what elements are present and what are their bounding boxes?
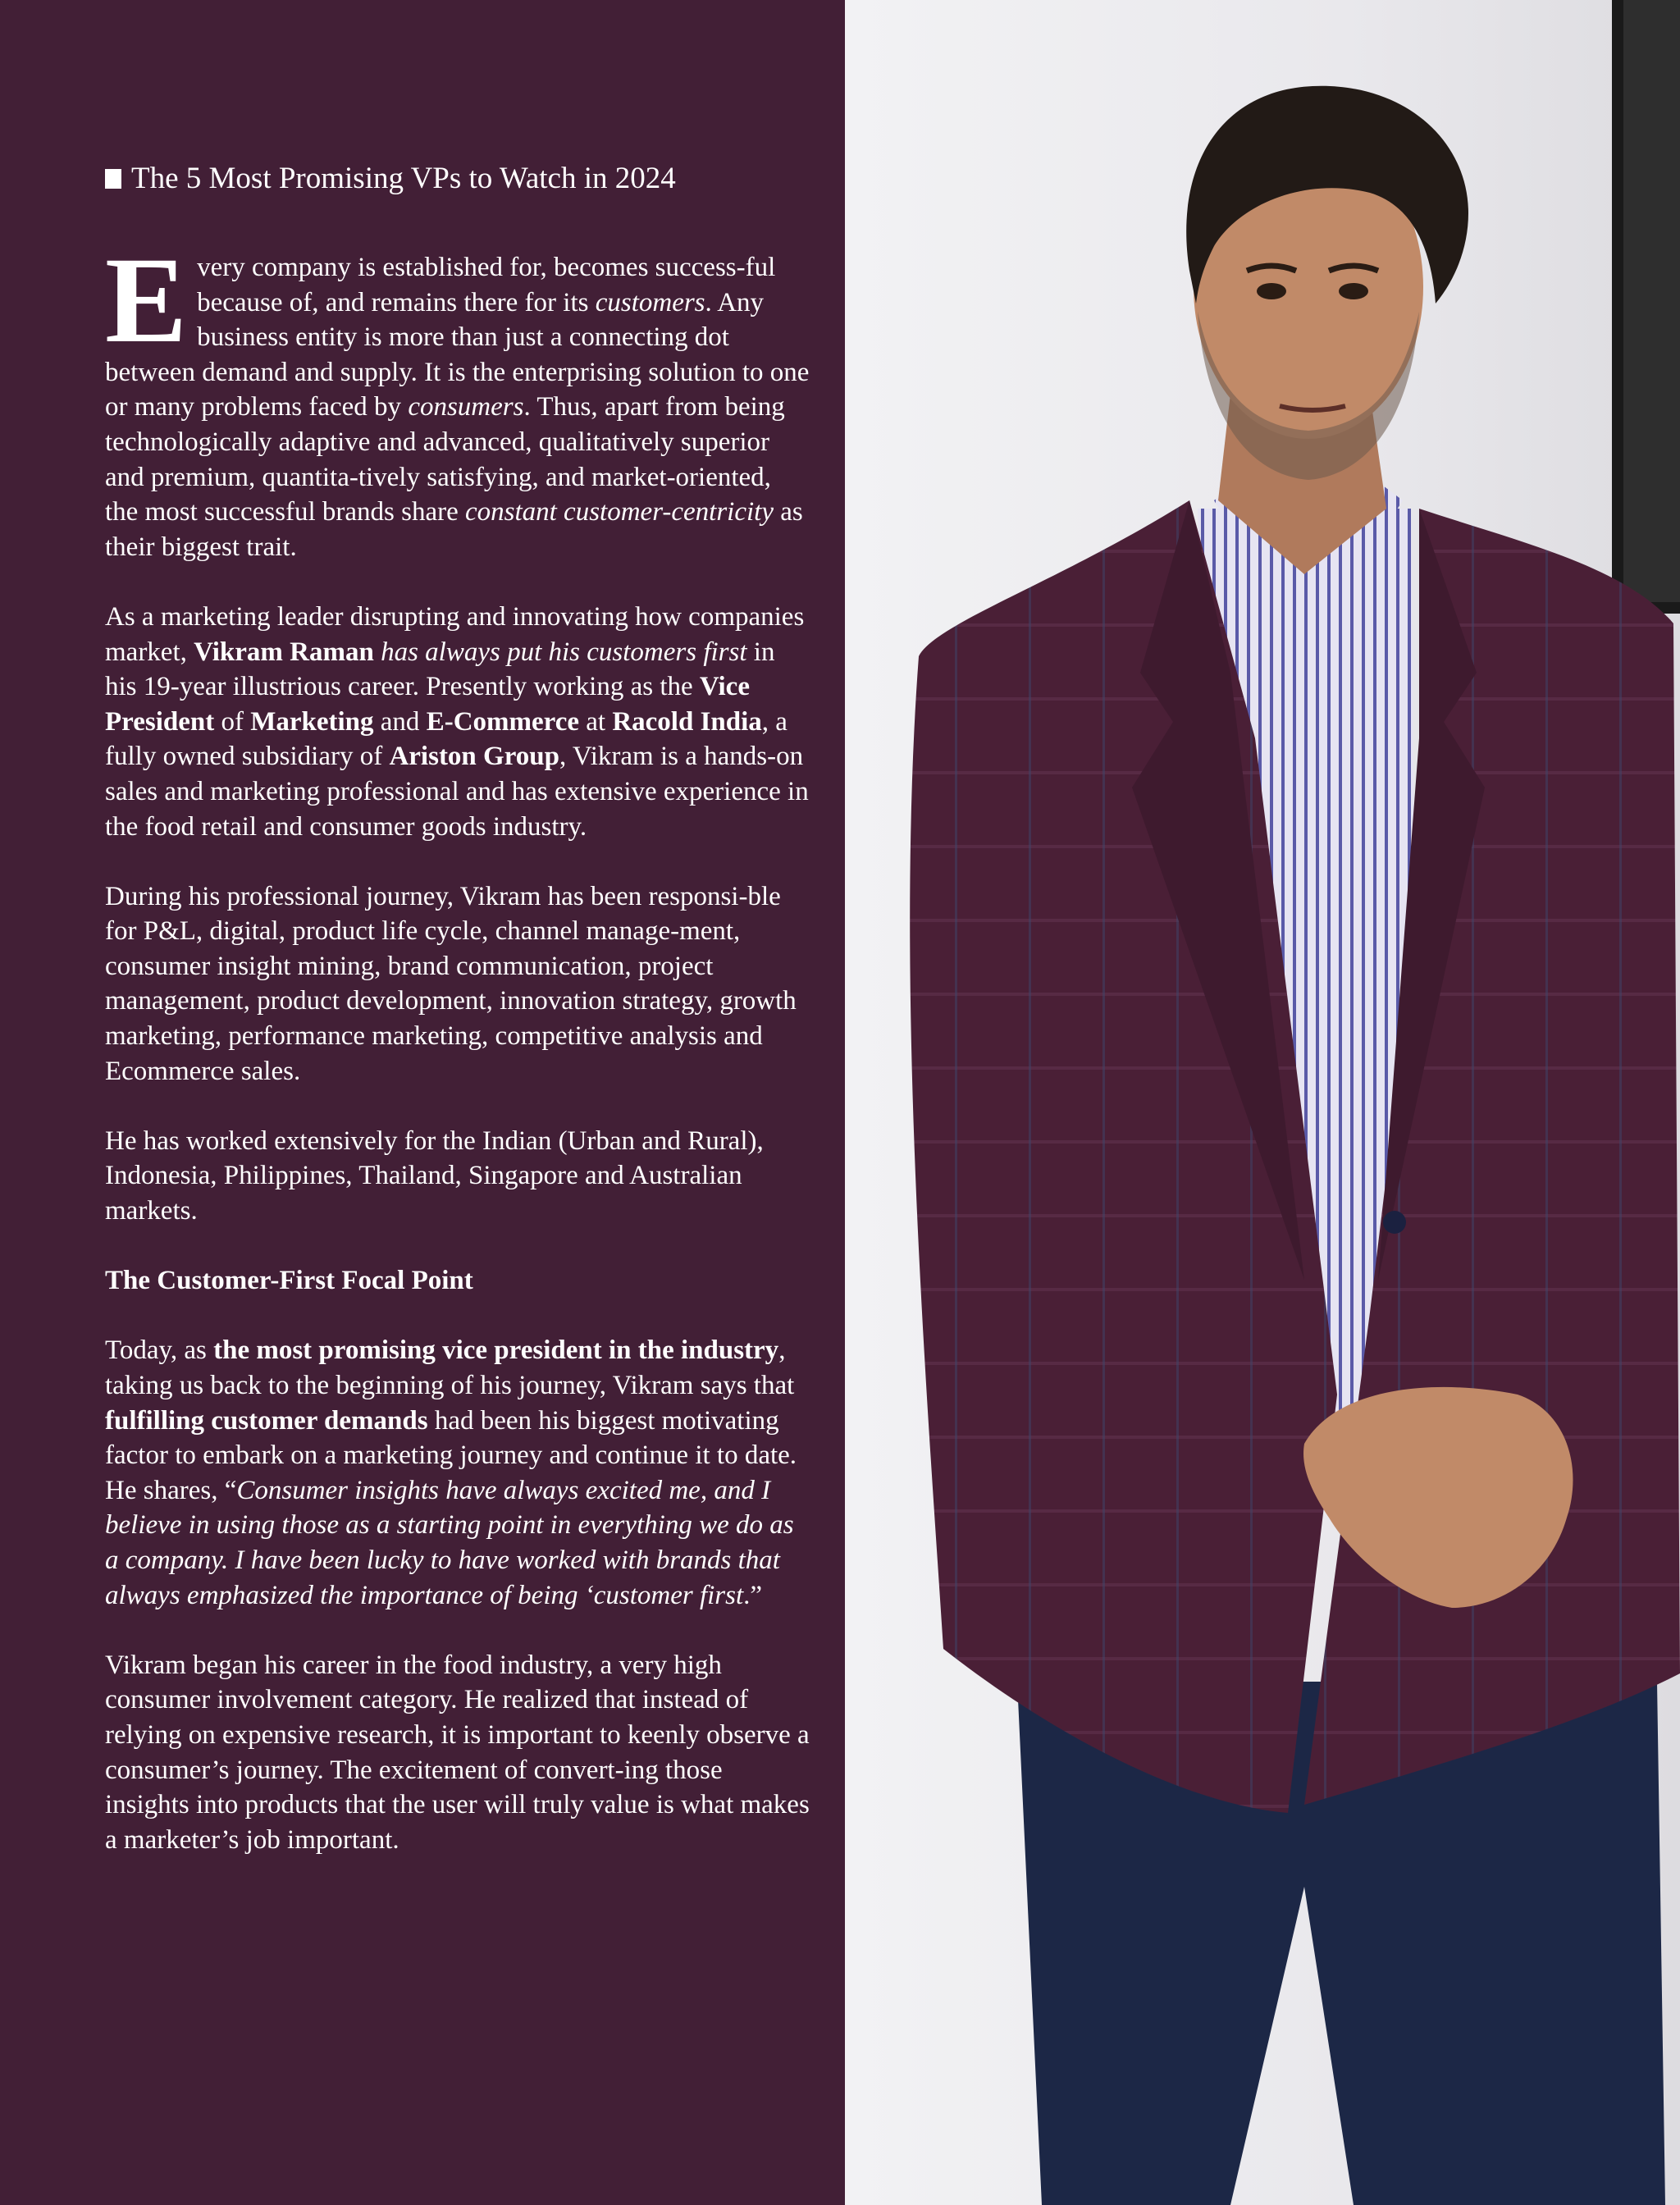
paragraph-1-text xyxy=(105,232,810,562)
text-run xyxy=(374,637,381,667)
text-run: Vikram began his career in the food industry, a very high consumer involvement category. He realized that instead of relying on expensive research, it is important to keenly observe a consumer’s journey. The excitement of convert-ing those insights into products that the user will truly value is what makes a marketer’s job important. xyxy=(105,1650,810,1855)
text-run: . Any business entity is more than just a connecting dot between demand and supply. It is the enterprising solution to one or many problems faced by xyxy=(105,287,810,422)
text-run: , Vikram is a hands-on sales and marketing professional and has extensive experience in the food retail and consumer goods industry. xyxy=(105,742,809,842)
text-run: Racold India xyxy=(612,706,762,737)
text-run: as their biggest trait. xyxy=(105,497,803,562)
paragraph-6 xyxy=(105,1648,810,1858)
text-run: , taking us back to the beginning of his journey, Vikram says that xyxy=(105,1335,795,1400)
text-run: the most promising vice president in the industry xyxy=(213,1335,779,1366)
text-run: Today, as xyxy=(105,1335,214,1366)
text-run: Vikram Raman xyxy=(194,637,374,667)
text-run: Marketing xyxy=(250,706,374,737)
section-tag xyxy=(105,161,676,197)
text-run: constant customer-centricity xyxy=(464,497,774,527)
article-body xyxy=(105,232,810,1892)
text-run: has always put his customers first xyxy=(381,637,747,667)
text-run: at xyxy=(579,706,613,737)
text-run: Ariston Group xyxy=(389,742,559,772)
text-run: had been his biggest motivating factor to embark on a marketing journey and continue it to date. He shares, “ xyxy=(105,1405,797,1505)
text-run: As a marketing leader disrupting and innovating how companies market, xyxy=(105,601,805,667)
paragraph-5 xyxy=(105,1333,810,1613)
text-run: Vice President xyxy=(105,672,750,737)
section-tag-text: The 5 Most Promising VPs to Watch in 2024 xyxy=(131,162,676,195)
text-run: . Thus, apart from being technologically adaptive and advanced, qualitatively superior and premium, quantita-tively satisfying, and market-oriented, the most successful brands share xyxy=(105,392,785,527)
text-run: Consumer insights have always excited me, and I believe in using those as a starting point in everything we do as a company. I have been lucky to have worked with brands that always emphasized the importance of being ‘customer first xyxy=(105,1475,794,1610)
text-run: consumers xyxy=(408,392,524,422)
text-run: During his professional journey, Vikram has been responsi-ble for P&L, digital, product life cycle, channel manage-ment, consumer insight mining, brand communication, project management, product development, innovation strategy, growth marketing, performance marketing, competitive analysis and Ecommerce sales. xyxy=(105,881,797,1086)
text-run: and xyxy=(373,706,427,737)
paragraph-3 xyxy=(105,879,810,1089)
blazer-button xyxy=(1383,1211,1406,1234)
right-eye xyxy=(1339,283,1368,299)
drop-cap: E xyxy=(105,232,188,368)
text-run: , a fully owned subsidiary of xyxy=(105,706,788,772)
text-run: in his 19-year illustrious career. Presently working as the xyxy=(105,637,775,702)
paragraph-4 xyxy=(105,1124,810,1229)
man-portrait-illustration xyxy=(845,0,1680,2205)
text-run: of xyxy=(214,706,251,737)
square-bullet-icon xyxy=(105,169,121,189)
text-run: fulfilling customer demands xyxy=(105,1405,428,1436)
text-run: .” xyxy=(743,1580,763,1610)
portrait-photo xyxy=(845,0,1680,2205)
left-eye xyxy=(1257,283,1286,299)
text-run: He has worked extensively for the Indian (Urban and Rural), Indonesia, Philippines, Thailand, Singapore and Australian markets. xyxy=(105,1125,764,1226)
text-run: E-Commerce xyxy=(426,706,579,737)
subheading: The Customer-First Focal Point xyxy=(105,1266,473,1296)
paragraph-2 xyxy=(105,600,810,844)
text-run: customers xyxy=(595,287,705,317)
text-run: very company is established for, becomes success-ful because of, and remains there for its xyxy=(197,253,776,317)
paragraph-1 xyxy=(105,232,810,564)
